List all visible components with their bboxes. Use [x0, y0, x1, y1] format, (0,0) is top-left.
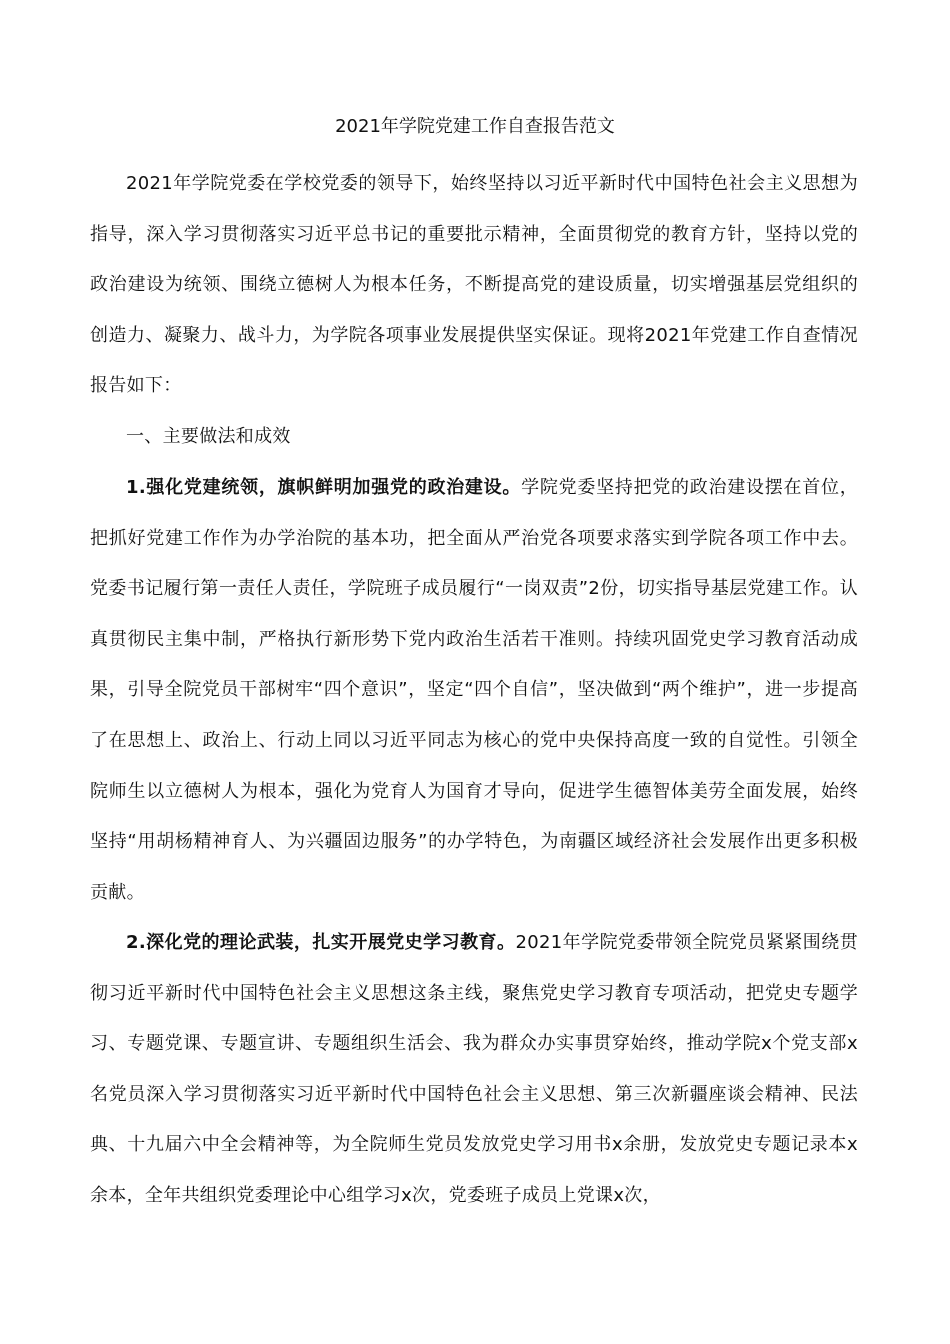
- item-1-body: 学院党委坚持把党的政治建设摆在首位，把抓好党建工作作为办学治院的基本功，把全面从严治党各项要求落实到学院各项工作中去。党委书记履行第一责任人责任，学院班子成员履行“一岗双责”2份，切实指导基层党建工作。认真贯彻民主集中制，严格执行新形势下党内政治生活若干准则。持续巩固党史学习教育活动成果，引导全院党员干部树牢“四个意识”，坚定“四个自信”，坚决做到“两个维护”，进一步提高了在思想上、政治上、行动上同以习近平同志为核心的党中央保持高度一致的自觉性。引领全院师生以立德树人为根本，强化为党育人为国育才导向，促进学生德智体美劳全面发展，始终坚持“用胡杨精神育人、为兴疆固边服务”的办学特色，为南疆区域经济社会发展作出更多积极贡献。: [90, 477, 858, 903]
- item-1-lead: 1.强化党建统领，旗帜鲜明加强党的政治建设。: [126, 477, 522, 498]
- item-paragraph-2: [90, 918, 858, 1222]
- item-2-body: 2021年学院党委带领全院党员紧紧围绕贯彻习近平新时代中国特色社会主义思想这条主线，聚焦党史学习教育专项活动，把党史专题学习、专题党课、专题宣讲、专题组织生活会、我为群众办实事贯穿始终，推动学院x个党支部x名党员深入学习贯彻落实习近平新时代中国特色社会主义思想、第三次新疆座谈会精神、民法典、十九届六中全会精神等，为全院师生党员发放党史学习用书x余册，发放党史专题记录本x余本，全年共组织党委理论中心组学习x次，党委班子成员上党课x次，: [90, 932, 858, 1206]
- section-heading: 一、主要做法和成效: [126, 426, 291, 447]
- document-title: 2021年学院党建工作自查报告范文: [335, 116, 615, 137]
- item-2-lead: 2.深化党的理论武装，扎实开展党史学习教育。: [126, 932, 516, 953]
- intro-paragraph: 2021年学院党委在学校党委的领导下，始终坚持以习近平新时代中国特色社会主义思想为指导，深入学习贯彻落实习近平总书记的重要批示精神，全面贯彻党的教育方针，坚持以党的政治建设为统领、围绕立德树人为根本任务，不断提高党的建设质量，切实增强基层党组织的创造力、凝聚力、战斗力，为学院各项事业发展提供坚实保证。现将2021年党建工作自查情况报告如下：: [90, 173, 858, 397]
- item-paragraph-1: [90, 463, 858, 918]
